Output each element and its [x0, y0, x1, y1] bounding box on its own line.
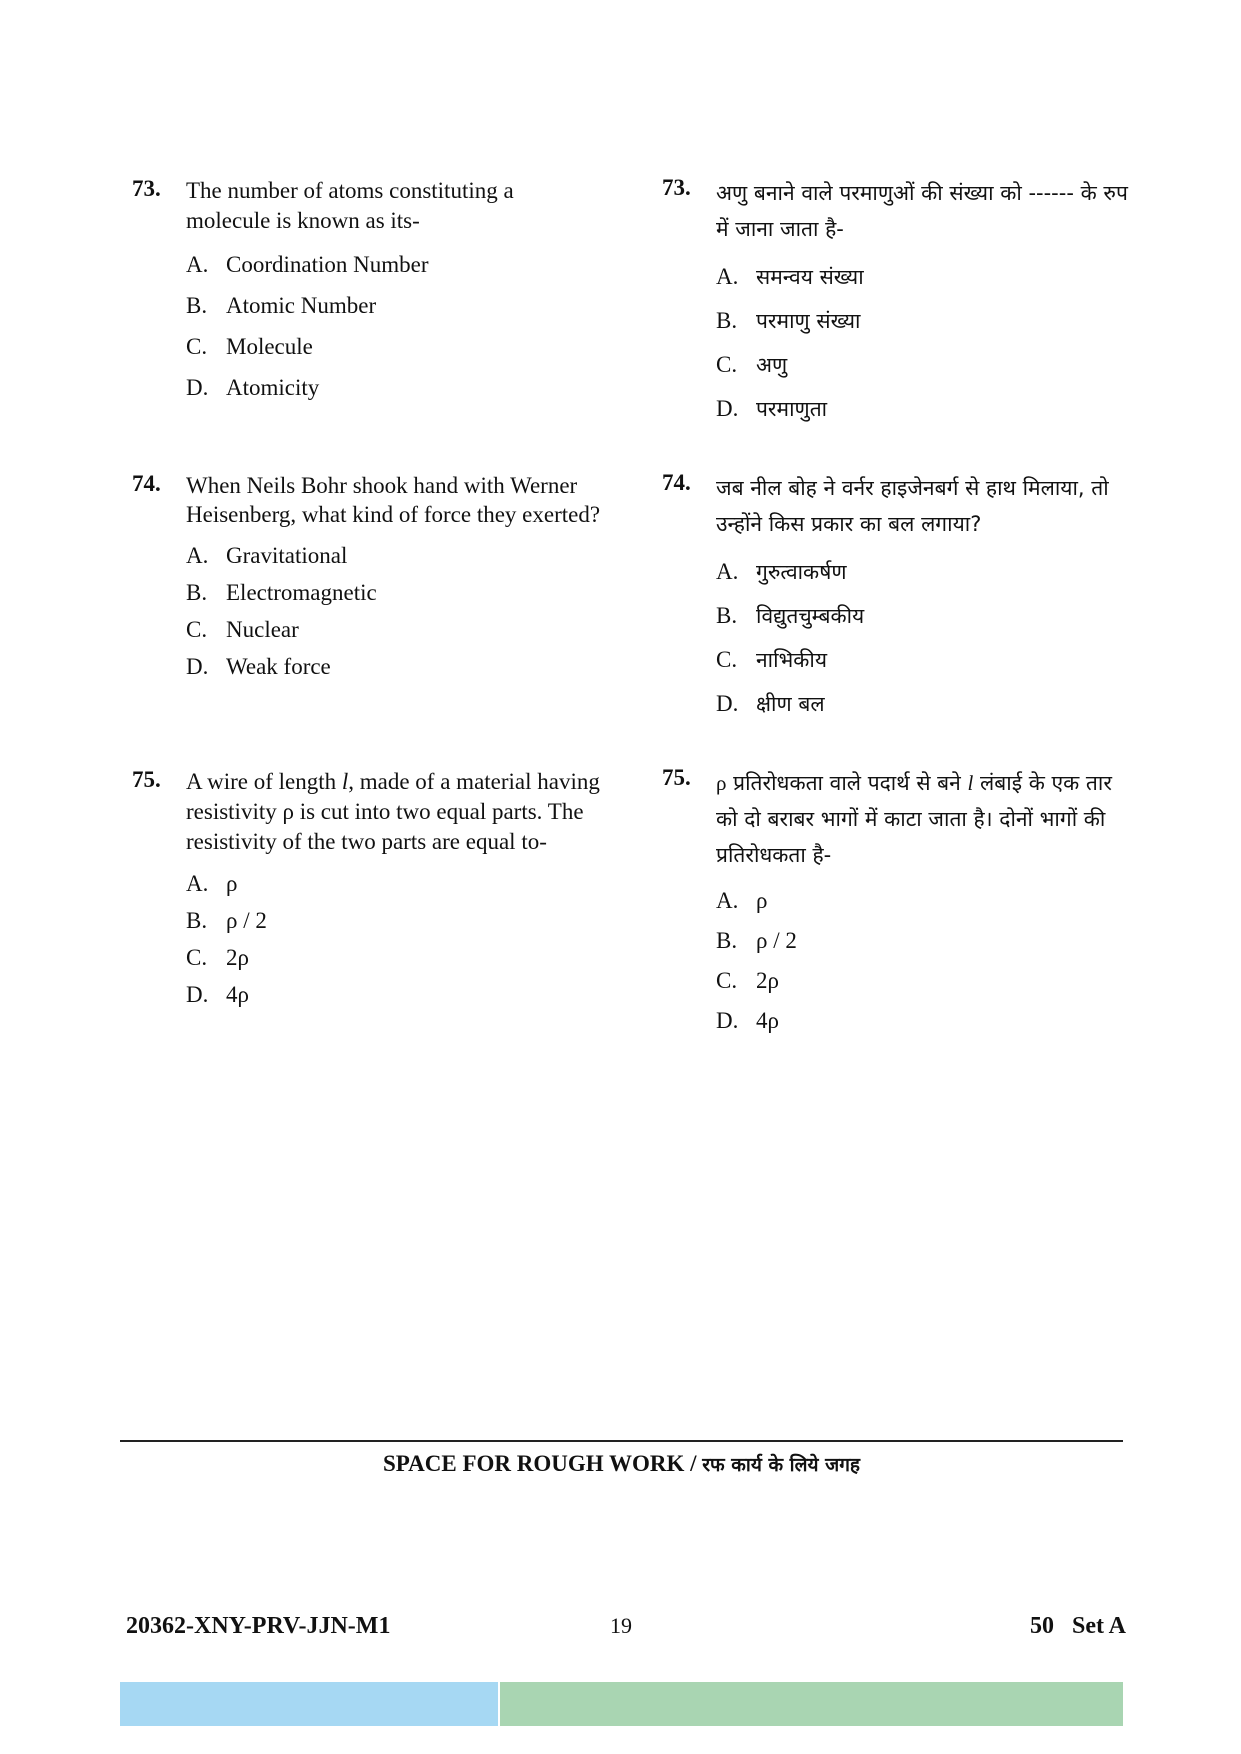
question-number: 75.	[132, 767, 161, 792]
option-c	[186, 939, 602, 976]
option-text: 2ρ	[226, 945, 249, 970]
option-text: Nuclear	[226, 617, 299, 642]
options-list	[186, 537, 602, 685]
resistivity-symbol: ρ	[716, 771, 727, 795]
question-text-part: , made of a material having resistivity ρ is cut into two equal parts. The resistivity of the two parts are equal to-	[186, 769, 600, 854]
option-text: अणु	[756, 353, 788, 377]
question-74-hi	[662, 470, 1132, 726]
option-d	[186, 367, 602, 408]
option-label: D.	[186, 982, 209, 1007]
rough-work-heading	[120, 1451, 1123, 1477]
options-list	[716, 255, 1132, 431]
option-d	[716, 387, 1132, 431]
option-label: B.	[716, 603, 738, 628]
question-text: अणु बनाने वाले परमाणुओं की संख्या को ------ के रुप में जाना जाता है-	[716, 181, 1128, 241]
question-73-hi	[662, 175, 1132, 431]
option-text: Atomicity	[226, 375, 320, 400]
option-text: समन्वय संख्या	[756, 265, 864, 289]
question-75-en	[132, 767, 602, 1013]
option-label: D.	[716, 691, 739, 716]
option-label: C.	[186, 617, 208, 642]
option-label: D.	[186, 654, 209, 679]
rough-work-en: SPACE FOR ROUGH WORK /	[383, 1451, 703, 1476]
option-a	[186, 537, 602, 574]
option-label: C.	[716, 647, 738, 672]
footer-band-right	[500, 1682, 1123, 1726]
option-a	[716, 881, 1132, 921]
option-b	[716, 921, 1132, 961]
question-text-part: A wire of length	[186, 769, 342, 794]
option-b	[186, 285, 602, 326]
question-number: 73.	[662, 175, 691, 200]
option-text: 4ρ	[756, 1008, 779, 1033]
option-label: B.	[186, 580, 208, 605]
option-label: A.	[716, 888, 739, 913]
options-list	[716, 550, 1132, 726]
option-c	[186, 326, 602, 367]
option-b	[186, 902, 602, 939]
question-text: जब नील बोह ने वर्नर हाइजेनबर्ग से हाथ मिलाया, तो उन्होंने किस प्रकार का बल लगाया?	[716, 476, 1109, 536]
option-a	[716, 550, 1132, 594]
option-text: Electromagnetic	[226, 580, 377, 605]
option-label: B.	[186, 293, 208, 318]
option-text: Coordination Number	[226, 252, 429, 277]
question-text-part: प्रतिरोधकता वाले पदार्थ से बने	[726, 771, 968, 795]
question-text-part: लंबाई के एक तार को दो बराबर भागों में काटा जाता है। दोनों भागों की प्रतिरोधकता है-	[716, 771, 1112, 867]
option-text: ρ / 2	[756, 928, 797, 953]
question-text	[716, 765, 1132, 873]
option-label: C.	[716, 968, 738, 993]
option-d	[186, 648, 602, 685]
option-text: क्षीण बल	[756, 692, 825, 716]
question-text: When Neils Bohr shook hand with Werner Heisenberg, what kind of force they exerted?	[186, 473, 601, 527]
paper-code: 20362-XNY-PRV-JJN-M1	[126, 1613, 391, 1639]
option-text: Atomic Number	[226, 293, 377, 318]
option-label: A.	[186, 871, 209, 896]
option-label: A.	[716, 264, 739, 289]
length-symbol: l	[341, 769, 349, 794]
options-list	[186, 244, 602, 408]
option-text: ρ	[226, 871, 238, 896]
option-label: D.	[716, 1008, 739, 1033]
option-c	[186, 611, 602, 648]
option-label: A.	[186, 252, 209, 277]
set-label: 50 Set A	[1030, 1613, 1126, 1639]
option-b	[186, 574, 602, 611]
option-label: C.	[186, 334, 208, 359]
option-c	[716, 638, 1132, 682]
option-label: D.	[186, 375, 209, 400]
option-text: Weak force	[226, 654, 331, 679]
option-a	[186, 865, 602, 902]
question-75-hi	[662, 765, 1132, 1041]
option-label: B.	[186, 908, 208, 933]
option-text: ρ	[756, 888, 768, 913]
option-label: A.	[186, 543, 209, 568]
option-text: परमाणु संख्या	[756, 309, 861, 333]
option-text: Gravitational	[226, 543, 348, 568]
rough-work-hi: रफ कार्य के लिये जगह	[702, 1454, 860, 1476]
length-symbol: l	[967, 771, 974, 795]
options-list	[716, 881, 1132, 1041]
option-label: C.	[186, 945, 208, 970]
option-b	[716, 594, 1132, 638]
footer-band-left	[120, 1682, 498, 1726]
option-label: D.	[716, 396, 739, 421]
question-number: 73.	[132, 176, 161, 201]
option-c	[716, 961, 1132, 1001]
rough-work-divider	[120, 1440, 1123, 1442]
option-text: 2ρ	[756, 968, 779, 993]
options-list	[186, 865, 602, 1013]
option-b	[716, 299, 1132, 343]
option-text: 4ρ	[226, 982, 249, 1007]
question-number: 74.	[662, 470, 691, 495]
option-text: Molecule	[226, 334, 313, 359]
option-text: ρ / 2	[226, 908, 267, 933]
option-label: C.	[716, 352, 738, 377]
question-number: 75.	[662, 765, 691, 790]
option-label: B.	[716, 928, 738, 953]
question-73-en	[132, 176, 602, 408]
option-d	[186, 976, 602, 1013]
option-text: विद्युतचुम्बकीय	[756, 604, 865, 628]
option-a	[186, 244, 602, 285]
option-text: गुरुत्वाकर्षण	[756, 560, 847, 584]
option-a	[716, 255, 1132, 299]
question-text: The number of atoms constituting a molecule is known as its-	[186, 178, 514, 233]
page-number: 19	[610, 1613, 632, 1638]
question-text	[186, 767, 602, 857]
option-label: B.	[716, 308, 738, 333]
question-74-en	[132, 471, 602, 685]
option-d	[716, 682, 1132, 726]
option-text: नाभिकीय	[756, 648, 828, 672]
option-label: A.	[716, 559, 739, 584]
option-c	[716, 343, 1132, 387]
option-d	[716, 1001, 1132, 1041]
option-text: परमाणुता	[756, 397, 828, 421]
question-number: 74.	[132, 471, 161, 496]
